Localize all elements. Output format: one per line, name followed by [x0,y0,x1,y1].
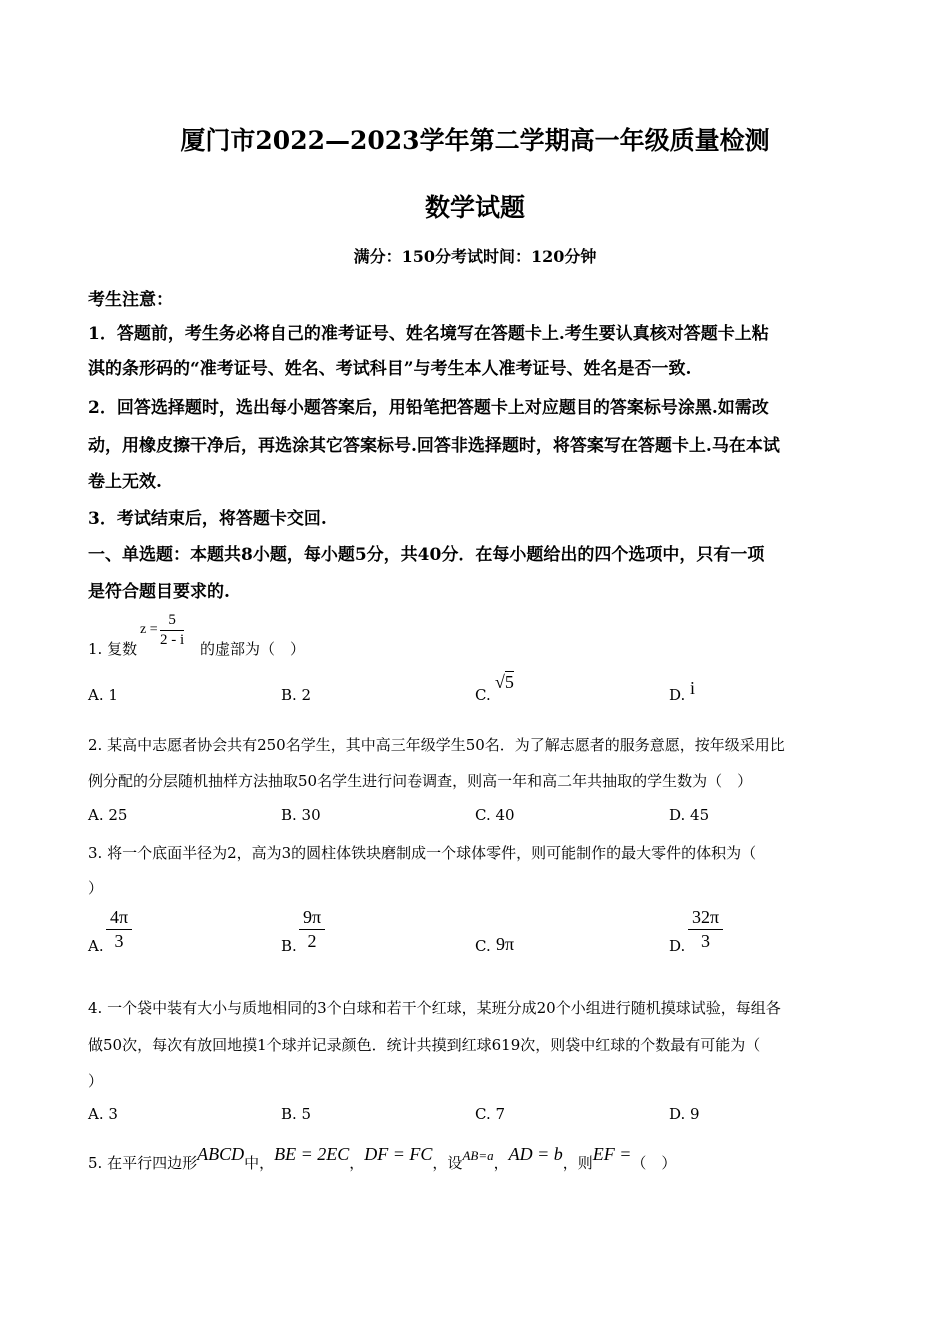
q5-text: ， [493,1154,509,1172]
q3-option-d-fraction [688,907,723,952]
notice-line: 淇的条形码的“准考证号、姓名、考试科目”与考生本人准考证号、姓名是否一致. [88,359,692,379]
q3-b-num: 9π [299,907,325,930]
q5-math: EF = [592,1144,632,1164]
q2-option-a: A. 25 [88,806,128,824]
notice-line: 1．答题前，考生务必将自己的准考证号、姓名境写在答题卡上.考生要认真核对答题卡上粘 [88,324,769,344]
q5-shape: ABCD [197,1144,245,1164]
q1-suffix: 的虚部为（ ） [200,640,306,658]
q4-line: 4. 一个袋中装有大小与质地相同的3个白球和若干个红球，某班分成20个小组进行随机摸球试验，每组各 [88,999,781,1017]
q5-math: BE = 2EC [274,1144,350,1164]
section-heading: 一、单选题：本题共8小题，每小题5分，共40分．在每小题给出的四个选项中，只有一项 [88,545,765,565]
q4-option-c: C. 7 [475,1105,506,1123]
q1-option-b: B. 2 [281,686,312,704]
q3-a-den: 3 [114,931,124,951]
q1-option-d: D. [669,686,686,704]
q1-option-c: C. [475,686,491,704]
q3-a-num: 4π [106,907,132,930]
q1-option-d-math: i [690,678,696,698]
q3-option-a-label: A. [88,937,104,955]
q5-text: ， [349,1154,365,1172]
notice-line: 卷上无效. [88,472,162,492]
q4-option-a: A. 3 [88,1105,118,1123]
notice-line: 3．考试结束后，将答题卡交回. [88,509,327,529]
q2-option-d: D. 45 [669,806,710,824]
q1-den: 2 - i [160,632,185,648]
q5-text: （ ） [631,1154,677,1172]
q5-math: DF = FC [364,1144,433,1164]
notice-heading: 考生注意： [88,290,173,310]
notice-line: 动，用橡皮擦干净后，再选涂其它答案标号.回答非选择题时，将答案写在答题卡上.马在本试 [88,436,780,456]
q3-option-b-fraction [299,907,325,952]
q3-d-num: 32π [688,907,723,930]
q5-text: 中， [244,1154,275,1172]
q4-line: 做50次，每次有放回地摸1个球并记录颜色．统计共摸到红球619次，则袋中红球的个数最有可能为（ [88,1036,761,1054]
q1-num: 5 [160,612,184,631]
q4-line: ） [88,1072,104,1090]
q2-line: 2. 某高中志愿者协会共有250名学生，其中高三年级学生50名．为了解志愿者的服务意愿，按年级采用比 [88,736,785,754]
q5-text: ，则 [562,1154,593,1172]
q2-option-b: B. 30 [281,806,321,824]
q1-option-c-radicand: 5 [504,672,514,692]
q2-option-c: C. 40 [475,806,515,824]
q3-option-b-label: B. [281,937,297,955]
q1-option-a: A. 1 [88,686,118,704]
q2-line: 例分配的分层随机抽样方法抽取50名学生进行问卷调查，则高一年和高二年共抽取的学生数为（ ） [88,772,753,790]
q3-option-d-label: D. [669,937,686,955]
q4-option-d: D. 9 [669,1105,700,1123]
section-heading: 是符合题目要求的. [88,582,230,602]
q1-fraction [160,612,184,649]
q1-lhs: z = [140,622,158,637]
q5-math: AD = b [508,1144,563,1164]
exam-meta: 满分：150分考试时间：120分钟 [353,247,597,266]
q1-prefix: 1. 复数 [88,640,138,658]
q5-prefix: 5. 在平行四边形 [88,1154,198,1172]
q3-d-den: 3 [701,931,711,951]
q3-line: ） [88,879,104,897]
q3-b-den: 2 [307,931,317,951]
sqrt-icon: √ [495,672,505,692]
notice-line: 2．回答选择题时，选出每小题答案后，用铅笔把答题卡上对应题目的答案标号涂黑.如需改 [88,398,769,418]
q3-line: 3. 将一个底面半径为2，高为3的圆柱体铁块磨制成一个球体零件，则可能制作的最大零件的体积为（ [88,844,757,862]
q5-text: ，设 [432,1154,463,1172]
q5-line [88,1144,677,1173]
q4-option-b: B. 5 [281,1105,312,1123]
q3-option-a-fraction [106,907,132,952]
exam-subtitle: 数学试题 [424,193,525,222]
q3-option-c-math: 9π [496,934,515,954]
q5-math: AB=a [462,1148,494,1163]
exam-title: 厦门市2022—2023学年第二学期高一年级质量检测 [180,126,770,155]
q3-option-c-label: C. [475,937,491,955]
q1-option-c-sqrt [495,672,514,693]
